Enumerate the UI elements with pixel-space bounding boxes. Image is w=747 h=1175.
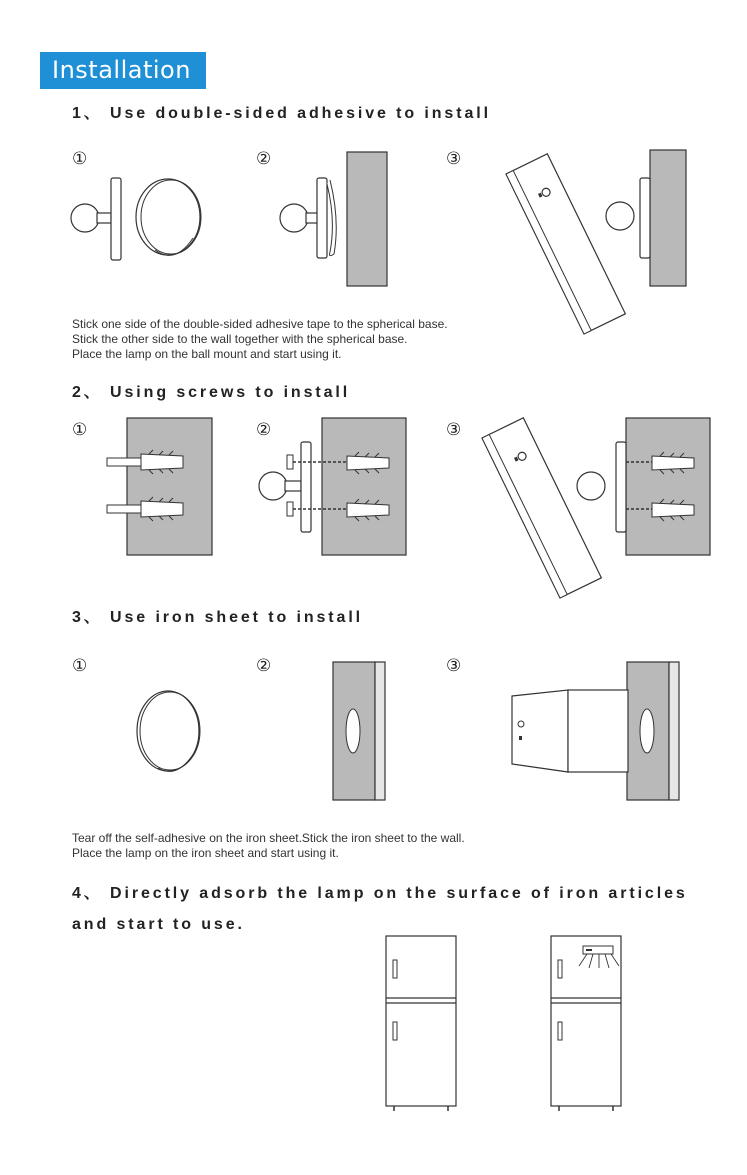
lamp-on-iron-sheet-illustration (510, 660, 682, 802)
iron-sheet-on-wall-illustration (330, 660, 388, 802)
lamp-on-screwed-mount-illustration (476, 418, 716, 603)
lamp-on-ball-mount-illustration (500, 148, 695, 333)
installation-banner: Installation (40, 52, 206, 89)
section-3-heading: 3、 Use iron sheet to install (72, 609, 364, 626)
mount-on-wall-illustration (270, 150, 395, 290)
mount-screwed-illustration (255, 418, 410, 558)
section-1-heading: 1、 Use double-sided adhesive to install (72, 105, 491, 122)
section-1-step-2: ② (256, 149, 272, 169)
section-1-description: Stick one side of the double-sided adhesive tape to the spherical base. Stick the other side to the wall together with the spherical base. Place the lamp on the ball mount and start using it. (72, 317, 448, 361)
ball-mount-and-adhesive-illustration (65, 170, 215, 270)
section-2-step-3: ③ (446, 420, 462, 440)
section-3-step-1: ① (72, 656, 88, 676)
refrigerator-illustration (380, 934, 462, 1114)
section-2-heading: 2、 Using screws to install (72, 384, 351, 401)
section-2-step-1: ① (72, 420, 88, 440)
section-3-step-2: ② (256, 656, 272, 676)
section-1-step-1: ① (72, 149, 88, 169)
iron-sheet-illustration (134, 688, 206, 776)
section-2-step-2: ② (256, 420, 272, 440)
refrigerator-with-lamp-illustration (545, 934, 627, 1114)
section-4-heading: 4、 Directly adsorb the lamp on the surface of iron articles and start to use. (72, 885, 688, 933)
section-1-step-3: ③ (446, 149, 462, 169)
section-3-step-3: ③ (446, 656, 462, 676)
section-3-description: Tear off the self-adhesive on the iron sheet.Stick the iron sheet to the wall. Place the lamp on the iron sheet and start using it. (72, 831, 465, 860)
wall-anchors-illustration (105, 418, 215, 558)
